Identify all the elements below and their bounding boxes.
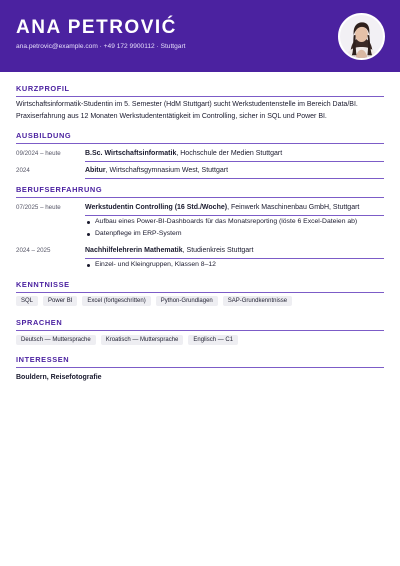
job-bullets	[85, 216, 385, 240]
entry-underline	[85, 178, 384, 179]
language-tag: Englisch — C1	[188, 335, 238, 345]
entry-underline	[85, 161, 384, 162]
education-institution: , Wirtschaftsgymnasium West, Stuttgart	[105, 167, 229, 174]
skill-tag: SAP-Grundkenntnisse	[223, 296, 292, 306]
job-entry	[85, 247, 385, 254]
profile-line-2: Praxiserfahrung aus 12 Monaten Werkstudententätigkeit im Controlling, sicher in SQL und Power BI.	[16, 113, 327, 120]
section-title-kurzprofil: KURZPROFIL	[16, 84, 384, 97]
job-bullets	[85, 259, 385, 271]
skill-tag: SQL	[16, 296, 38, 306]
header-banner	[0, 0, 400, 72]
section-title-interessen: INTERESSEN	[16, 355, 384, 368]
person-name: ANA PETROVIĆ	[16, 17, 177, 38]
education-degree: B.Sc. Wirtschaftsinformatik	[85, 150, 177, 157]
profile-photo	[340, 15, 383, 58]
section-title-kenntnisse: KENNTNISSE	[16, 280, 384, 293]
skill-tag: Power BI	[43, 296, 77, 306]
list-item: Einzel- und Kleingruppen, Klassen 8–12	[85, 259, 385, 271]
job-date: 2024 – 2025	[16, 247, 51, 254]
skill-tag: Excel (fortgeschritten)	[82, 296, 150, 306]
contact-line: ana.petrovic@example.com · +49 172 9900112 · Stuttgart	[16, 43, 186, 50]
section-title-sprachen: SPRACHEN	[16, 318, 384, 331]
skills-tags	[16, 296, 292, 306]
education-date: 09/2024 – heute	[16, 150, 61, 157]
profile-line-1: Wirtschaftsinformatik-Studentin im 5. Semester (HdM Stuttgart) sucht Werkstudentenstelle im Bereich Data/BI.	[16, 101, 358, 108]
education-entry	[85, 150, 385, 157]
job-employer: , Feinwerk Maschinenbau GmbH, Stuttgart	[227, 204, 360, 211]
education-institution: , Hochschule der Medien Stuttgart	[176, 150, 283, 157]
education-date: 2024	[16, 167, 30, 174]
avatar	[338, 13, 385, 60]
job-employer: , Studienkreis Stuttgart	[182, 247, 254, 254]
job-title: Nachhilfelehrerin Mathematik	[85, 247, 183, 254]
education-entry	[85, 167, 385, 174]
job-entry	[85, 204, 385, 211]
interests-text: Bouldern, Reisefotografie	[16, 374, 102, 381]
skill-tag: Python-Grundlagen	[156, 296, 218, 306]
list-item: Aufbau eines Power-BI-Dashboards für das Monatsreporting (löste 6 Excel-Dateien ab)	[85, 216, 385, 228]
section-title-ausbildung: AUSBILDUNG	[16, 131, 384, 144]
language-tag: Kroatisch — Muttersprache	[101, 335, 184, 345]
language-tags	[16, 335, 238, 345]
list-item: Datenpflege im ERP-System	[85, 228, 385, 240]
education-degree: Abitur	[85, 167, 106, 174]
job-title: Werkstudentin Controlling (16 Std./Woche)	[85, 204, 228, 211]
section-title-berufserfahrung: BERUFSERFAHRUNG	[16, 185, 384, 198]
language-tag: Deutsch — Muttersprache	[16, 335, 96, 345]
job-date: 07/2025 – heute	[16, 204, 61, 211]
